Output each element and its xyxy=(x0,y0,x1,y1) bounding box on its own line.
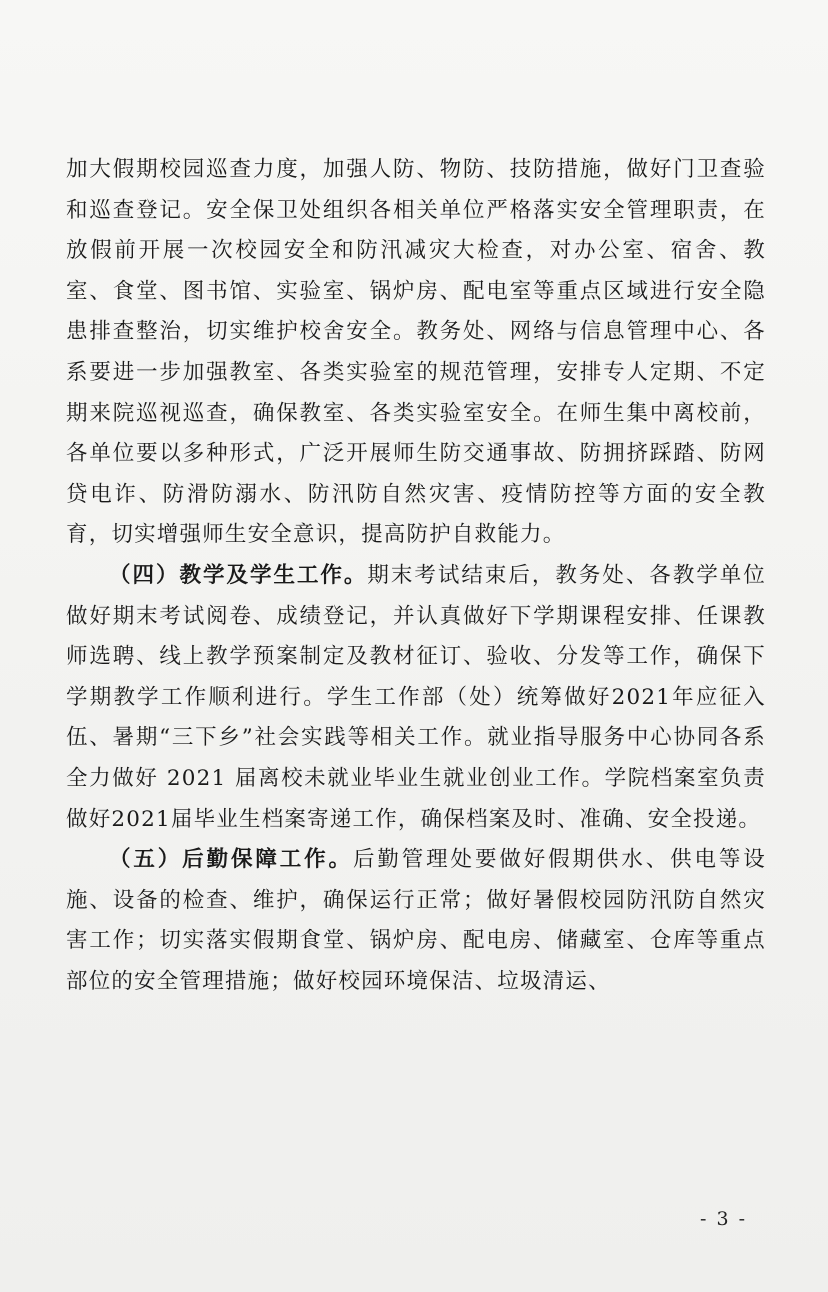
paragraph-logistics xyxy=(66,840,766,1002)
paragraph-teaching-and-students xyxy=(66,556,766,840)
section-heading-logistics: （五）后勤保障工作。 xyxy=(109,847,353,873)
section-heading-teaching: （四）教学及学生工作。 xyxy=(109,562,368,588)
paragraph-text: 期末考试结束后，教务处、各教学单位做好期末考试阅卷、成绩登记，并认真做好下学期课程安排、任课教师选聘、线上教学预案制定及教材征订、验收、分发等工作，确保下学期教学工作顺利进行。学生工作部（处）统筹做好2021年应征入伍、暑期“三下乡”社会实践等相关工作。就业指导服务中心协同各系全力做好 2021 届离校未就业毕业生就业创业工作。学院档案室负责做好2021届毕业生档案寄递工作，确保档案及时、准确、安全投递。 xyxy=(66,562,766,832)
document-body xyxy=(66,150,766,1002)
page-number: - 3 - xyxy=(700,1208,748,1230)
paragraph-text: 后勤管理处要做好假期供水、供电等设施、设备的检查、维护，确保运行正常；做好暑假校园防汛防自然灾害工作；切实落实假期食堂、锅炉房、配电房、储藏室、仓库等重点部位的安全管理措施；做好校园环境保洁、垃圾清运、 xyxy=(66,847,766,994)
paragraph-campus-safety xyxy=(66,150,766,556)
paragraph-text: 加大假期校园巡查力度，加强人防、物防、技防措施，做好门卫查验和巡查登记。安全保卫处组织各相关单位严格落实安全管理职责，在放假前开展一次校园安全和防汛减灾大检查，对办公室、宿舍、教室、食堂、图书馆、实验室、锅炉房、配电室等重点区域进行安全隐患排查整治，切实维护校舍安全。教务处、网络与信息管理中心、各系要进一步加强教室、各类实验室的规范管理，安排专人定期、不定期来院巡视巡查，确保教室、各类实验室安全。在师生集中离校前，各单位要以多种形式，广泛开展师生防交通事故、防拥挤踩踏、防网贷电诈、防滑防溺水、防汛防自然灾害、疫情防控等方面的安全教育，切实增强师生安全意识，提高防护自救能力。 xyxy=(66,157,766,548)
